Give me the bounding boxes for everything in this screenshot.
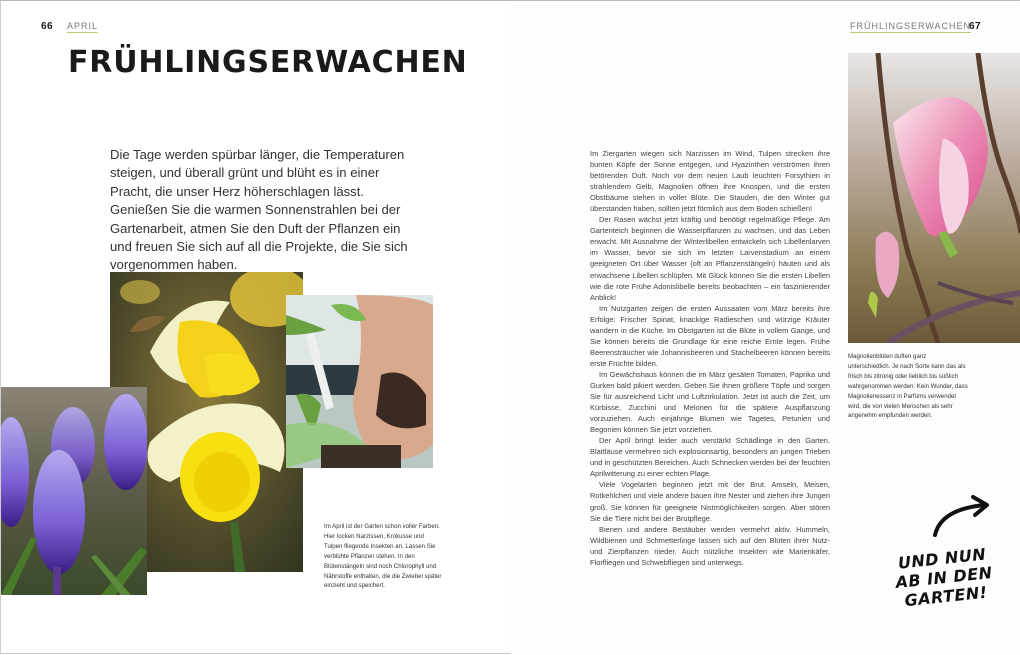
page-number-left: 66 [41, 21, 54, 32]
body-paragraph: Im Ziergarten wiegen sich Narzissen im Wind, Tulpen strecken ihre bunten Köpfe der Sonne entgegen, und Hyazinthen verströmen ihren betörenden Duft. Noch vor dem neuen Laub leuchten Forsythien in strahlendem Gelb, Magnolien öffnen ihre Knospen, und die ersten Obstbäume stehen in voller Blüte. Die Stauden, die den Winter gut überstanden haben, sollten jetzt förmlich aus dem Boden schießen! [590, 149, 830, 214]
body-paragraph: Im Gewächshaus können die im März gesäten Tomaten, Paprika und Gurken bald pikiert werden. Geben Sie ihnen größere Töpfe und sorgen Sie für ausreichend Licht und Luftzirkulation. Jetzt ist auch die Zeit, um Kürbisse, Zucchini und Melonen für die spätere Auspflanzung vorzuziehen. Auch einjährige Blumen wie Tagetes, Petunien und Begonien können Sie jetzt vorziehen. [590, 369, 830, 435]
seedlings-photo [286, 295, 433, 468]
magnolia-photo [848, 53, 1020, 343]
body-paragraph: Bienen und andere Bestäuber werden vermehrt aktiv. Hummeln, Wildbienen und Schmetterlinge lassen sich auf den Blüten ihrer Nutz- und Zierpflanzen nieder. Auch nützliche Insekten wie Marienkäfer, Florfliegen und Schwebfliegen sind unterwegs. [590, 524, 830, 567]
right-caption: Magnolienblüten duften ganz unterschiedlich. Je nach Sorte kann das als frisch bis zitronig oder lieblich bis süßlich wahrgenommen werden. Kein Wunder, dass Magnolienessenz in Parfüms verwendet wird, die von vielen Menschen als sehr angenehm empfunden werden. [848, 353, 968, 420]
body-text-column [590, 148, 830, 568]
running-head-left: APRIL [67, 21, 99, 31]
page-title: FRÜHLINGSERWACHEN [68, 45, 468, 80]
body-paragraph: Der April bringt leider auch verstärkt Schädlinge in den Garten. Blattläuse vermehren sich explosionsartig, besonders an jungen Trieben und in geschützten Bereichen. Auch Schnecken werden bei der feuchten Aprilwitterung zu einer echten Plage. [590, 436, 830, 479]
page-number-right: 67 [969, 21, 982, 32]
left-caption: Im April ist der Garten schon voller Farben. Hier locken Narzissen, Krokusse und Tulpen fliegende Insekten an. Lassen Sie verblühte Pflanzen stehen. In den Blütenstängeln sind noch Chlorophyll und Nährstoffe enthalten, die die Zwiebel später einzieht und speichert. [324, 523, 442, 590]
crocus-photo [1, 387, 147, 595]
handwritten-note: UND NUN AB IN DEN GARTEN! [894, 544, 994, 611]
intro-paragraph: Die Tage werden spürbar länger, die Temperaturen steigen, und überall grünt und blüht es in einer Pracht, die unser Herz höherschlagen lässt. Genießen Sie die warmen Sonnenstrahlen bei der Gartenarbeit, atmen Sie den Duft der Pflanzen ein und freuen Sie sich auf all die Projekte, die Sie sich vorgenommen haben. [110, 147, 408, 273]
curved-arrow-icon [929, 495, 995, 539]
body-paragraph: Im Nutzgarten zeigen die ersten Aussaaten vom März bereits ihre Erfolge: Frischer Spinat, knackige Radieschen und würzige Kräuter wandern in die Küche. Im Obstgarten ist die Blüte in vollem Gange, und Sie können bereits die Grundlage für eine reiche Ernte legen. Frühe Beerensträucher wie Johannisbeeren und Stachelbeeren können bereits erste Früchte bilden. [590, 303, 830, 368]
body-paragraph: Viele Vogelarten beginnen jetzt mit der Brut. Amseln, Meisen, Rotkehlchen und viele andere bauen ihre Nester und ziehen ihre Jungen groß. Sie können für geeignete Nistmöglichkeiten sorgen. Aber stören Sie die Tiere nicht bei der Brutpflege. [590, 480, 830, 523]
running-head-right: FRÜHLINGSERWACHEN [850, 21, 972, 31]
body-paragraph: Der Rasen wächst jetzt kräftig und benötigt regelmäßige Pflege. Am Gartenteich beginnen die Wasserpflanzen zu wachsen, und das Leben erwacht. Mit Ausnahme der Winterlibellen entwickeln sich Libellenlarven im Wasser, bevor sie sich im letzten Larvenstadium an einem geeigneten Ort über Wasser (oft an Pflanzenstängeln) häuten und als erwachsene Libellen schlüpfen. Mit Glück können Sie die ersten Libellen wie die rote Frühe Adonislibelle bereits beobachten – ein faszinierender Anblick! [590, 215, 830, 302]
